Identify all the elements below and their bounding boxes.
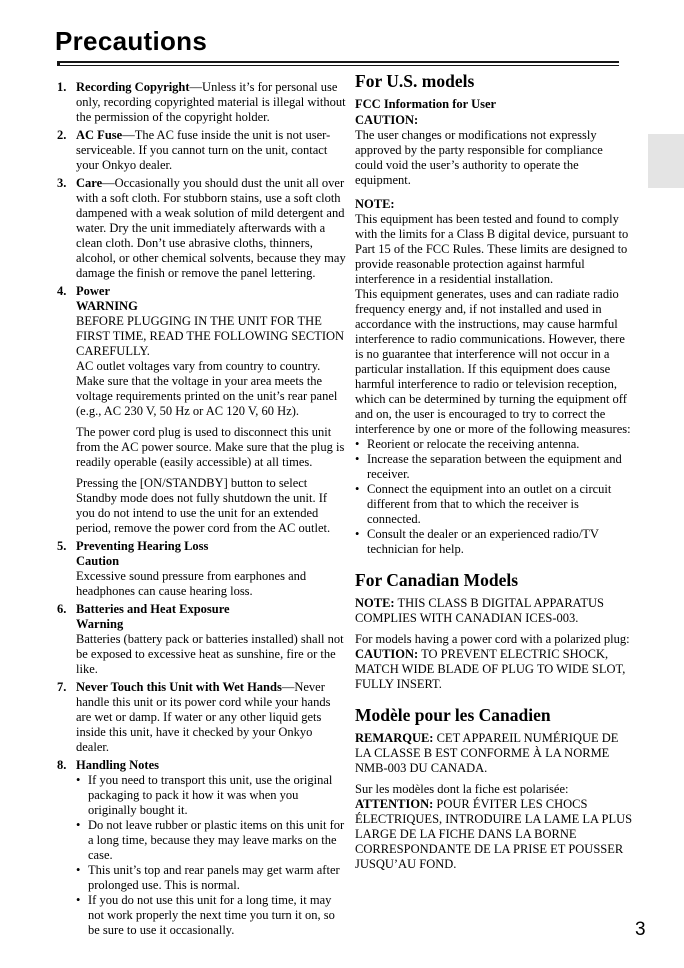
bullet-icon: • (76, 863, 81, 877)
paragraph (76, 680, 348, 755)
bullet-item (76, 773, 348, 818)
bullet-icon: • (76, 773, 81, 787)
paragraph-text: For models having a power cord with a polarized plug: (355, 632, 630, 646)
paragraph-text: CAUTION: (355, 113, 419, 127)
bullet-item (76, 818, 348, 863)
paragraph-text: FCC Information for User (355, 97, 497, 111)
item-body (76, 758, 348, 938)
paragraph (76, 80, 348, 125)
section-heading: Modèle pour les Canadien (355, 705, 551, 725)
paragraph-text: Preventing Hearing Loss (76, 539, 209, 553)
paragraph (355, 647, 633, 692)
paragraph-text: —The AC fuse inside the unit is not user-serviceable. If you cannot turn on the unit, contact your Onkyo dealer. (76, 128, 331, 172)
bullet-text: Reorient or relocate the receiving antenna. (367, 437, 580, 451)
paragraph-text: This equipment generates, uses and can radiate radio frequency energy and, if not installed and used in accordance with the instructions, may cause harmful interference to radio communications. However, there is no guarantee that interference will not occur in a particular installation. If this equipment does cause harmful interference to radio or television reception, which can be determined by turning the equipment off and on, the user is encouraged to try to correct the interference by one or more of the following measures: (355, 287, 631, 436)
bullet-text: If you do not use this unit for a long time, it may not work properly the next time you turn it on, so be sure to use it occasionally. (88, 893, 335, 937)
paragraph (355, 197, 633, 212)
section-heading: For Canadian Models (355, 570, 519, 590)
item-body (76, 602, 348, 677)
bold-lead: ATTENTION: (355, 797, 434, 811)
item-body (76, 284, 348, 536)
bold-lead: REMARQUE: (355, 731, 434, 745)
paragraph (76, 176, 348, 281)
bold-lead: AC Fuse (76, 128, 123, 142)
section-blocks (355, 731, 633, 872)
bold-lead: NOTE: (355, 596, 395, 610)
paragraph (76, 554, 348, 569)
paragraph (355, 212, 633, 287)
list-item (57, 176, 348, 281)
paragraph (76, 284, 348, 299)
bullet-icon: • (355, 437, 360, 451)
paragraph (76, 617, 348, 632)
paragraph-text: TO PREVENT ELECTRIC SHOCK, MATCH WIDE BLADE OF PLUG TO WIDE SLOT, FULLY INSERT. (355, 647, 626, 691)
paragraph-text: The user changes or modifications not expressly approved by the party responsible for compliance could void the user’s authority to operate the equipment. (355, 128, 603, 187)
bullet-text: Do not leave rubber or plastic items on this unit for a long time, because they may leave marks on the case. (88, 818, 345, 862)
list-item (57, 602, 348, 677)
item-body (76, 680, 348, 755)
paragraph (76, 476, 348, 536)
paragraph-text: Pressing the [ON/STANDBY] button to select Standby mode does not fully shutdown the unit. If you do not intend to use the unit for an extended period, remove the power cord from the AC outlet. (76, 476, 331, 535)
paragraph (76, 425, 348, 470)
paragraph (355, 782, 633, 797)
paragraph-text: Handling Notes (76, 758, 160, 772)
title-rule (57, 61, 619, 66)
paragraph (355, 128, 633, 188)
paragraph-text: AC outlet voltages vary from country to country. Make sure that the voltage in your area meets the voltage requirements printed on the unit’s rear panel (e.g., AC 230 V, 50 Hz or AC 120 V, 60 Hz). (76, 359, 338, 418)
section-edge-tab (648, 134, 684, 188)
bullet-text: Consult the dealer or an experienced radio/TV technician for help. (367, 527, 599, 556)
bullet-icon: • (355, 452, 360, 466)
paragraph (355, 596, 633, 626)
item-number: 7. (57, 680, 67, 694)
right-column (355, 71, 633, 872)
paragraph-text: —Unless it’s for personal use only, recording copyrighted material is illegal without the permission of the copyright holder. (76, 80, 346, 124)
page-number: 3 (635, 919, 646, 940)
item-number: 4. (57, 284, 67, 298)
bullet-text: This unit’s top and rear panels may get warm after prolonged use. This is normal. (88, 863, 340, 892)
bold-lead: Recording Copyright (76, 80, 190, 94)
paragraph-text: —Occasionally you should dust the unit all over with a soft cloth. For stubborn stains, use a soft cloth dampened with a weak solution of mild detergent and water. Dry the unit immediately afterwards with a clean cloth. Don’t use abrasive cloths, thinners, alcohol, or other chemical solvents, because they may damage the finish or remove the panel lettering. (76, 176, 346, 280)
paragraph (76, 299, 348, 314)
paragraph-text: Power (76, 284, 111, 298)
item-number: 8. (57, 758, 67, 772)
bullet-text: Increase the separation between the equipment and receiver. (367, 452, 622, 481)
paragraph (355, 97, 633, 112)
bullet-item (355, 482, 633, 527)
list-item (57, 80, 348, 125)
paragraph (355, 632, 633, 647)
paragraph-text: NOTE: (355, 197, 395, 211)
paragraph (355, 113, 633, 128)
paragraph-text: WARNING (76, 299, 138, 313)
item-number: 3. (57, 176, 67, 190)
list-item (57, 539, 348, 599)
paragraph (76, 359, 348, 419)
item-body (76, 128, 348, 173)
list-item (57, 128, 348, 173)
item-number: 1. (57, 80, 67, 94)
left-column (57, 80, 348, 941)
section-heading: For U.S. models (355, 71, 475, 91)
paragraph (355, 797, 633, 872)
bullet-icon: • (355, 527, 360, 541)
title-rule-cap (57, 61, 60, 66)
paragraph (76, 539, 348, 554)
list-item (57, 758, 348, 938)
paragraph (355, 731, 633, 776)
bold-lead: Never Touch this Unit with Wet Hands (76, 680, 282, 694)
item-body (76, 80, 348, 125)
paragraph-text: Batteries (battery pack or batteries installed) shall not be exposed to excessive heat as sunshine, fire or the like. (76, 632, 344, 676)
paragraph (76, 758, 348, 773)
paragraph-text: The power cord plug is used to disconnect this unit from the AC power source. Make sure that the plug is readily operable (easily accessible) at all times. (76, 425, 345, 469)
paragraph (76, 602, 348, 617)
paragraph-text: THIS CLASS B DIGITAL APPARATUS COMPLIES WITH CANADIAN ICES-003. (355, 596, 604, 625)
item-number: 6. (57, 602, 67, 616)
item-body (76, 539, 348, 599)
paragraph-text: POUR ÉVITER LES CHOCS ÉLECTRIQUES, INTRODUIRE LA LAME LA PLUS LARGE DE LA FICHE DANS LA BORNE CORRESPONDANTE DE LA PRISE ET POUSSER JUSQU’AU FOND. (355, 797, 633, 871)
paragraph (76, 128, 348, 173)
paragraph (355, 287, 633, 437)
bullet-item (76, 893, 348, 938)
paragraph-text: Sur les modèles dont la fiche est polarisée: (355, 782, 569, 796)
paragraph-text: Caution (76, 554, 120, 568)
paragraph-text: Excessive sound pressure from earphones and headphones can cause hearing loss. (76, 569, 307, 598)
bullet-item (355, 437, 633, 452)
item-number: 5. (57, 539, 67, 553)
bullet-icon: • (76, 818, 81, 832)
paragraph-text: Batteries and Heat Exposure (76, 602, 230, 616)
bullet-icon: • (76, 893, 81, 907)
bullet-item (355, 527, 633, 557)
paragraph (76, 569, 348, 599)
paragraph-text: BEFORE PLUGGING IN THE UNIT FOR THE FIRST TIME, READ THE FOLLOWING SECTION CAREFULLY. (76, 314, 345, 358)
list-item (57, 680, 348, 755)
paragraph-text: This equipment has been tested and found to comply with the limits for a Class B digital device, pursuant to Part 15 of the FCC Rules. These limits are designed to provide reasonable protection against harmful interference in a residential installation. (355, 212, 629, 286)
paragraph-text: Warning (76, 617, 124, 631)
paragraph (76, 314, 348, 359)
item-number: 2. (57, 128, 67, 142)
bullet-item (355, 452, 633, 482)
page-title: Precautions (55, 26, 208, 56)
item-body (76, 176, 348, 281)
section-blocks (355, 97, 633, 557)
bullet-icon: • (355, 482, 360, 496)
paragraph-text: —Never handle this unit or its power cord while your hands are wet or damp. If water or any other liquid gets inside this unit, have it checked by your Onkyo dealer. (76, 680, 331, 754)
paragraph-text: CET APPAREIL NUMÉRIQUE DE LA CLASSE B EST CONFORME À LA NORME NMB-003 DU CANADA. (355, 731, 619, 775)
list-item (57, 284, 348, 536)
bullet-text: If you need to transport this unit, use the original packaging to pack it how it was when you originally bought it. (88, 773, 333, 817)
paragraph (76, 632, 348, 677)
bullet-text: Connect the equipment into an outlet on a circuit different from that to which the receiver is connected. (367, 482, 612, 526)
bullet-item (76, 863, 348, 893)
bold-lead: Care (76, 176, 103, 190)
section-blocks (355, 596, 633, 692)
bold-lead: CAUTION: (355, 647, 419, 661)
